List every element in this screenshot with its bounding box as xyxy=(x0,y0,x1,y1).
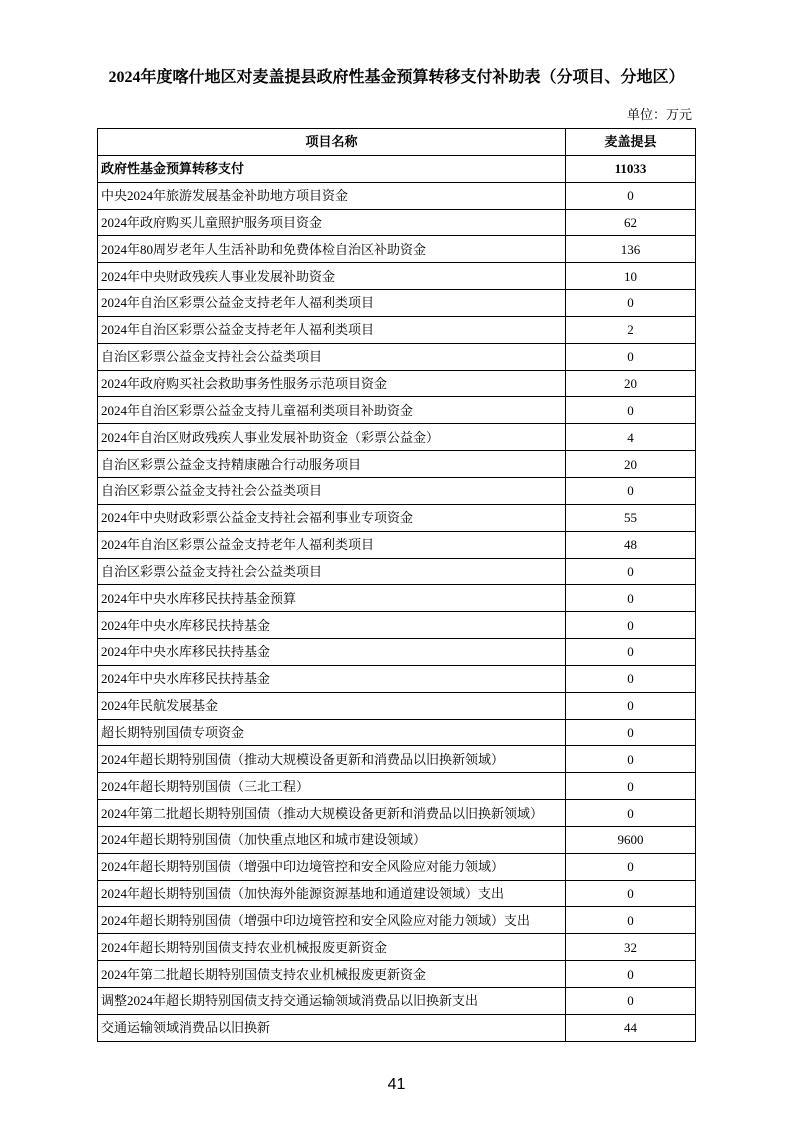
table-row xyxy=(98,692,696,719)
table-row xyxy=(98,585,696,612)
table-row xyxy=(98,451,696,478)
table-row xyxy=(98,907,696,934)
row-amount: 0 xyxy=(566,907,696,934)
total-row-value: 11033 xyxy=(566,155,696,182)
row-item-name: 2024年超长期特别国债（加快重点地区和城市建设领域） xyxy=(98,826,566,853)
row-amount: 0 xyxy=(566,477,696,504)
table-row xyxy=(98,934,696,961)
row-item-name: 2024年自治区彩票公益金支持老年人福利类项目 xyxy=(98,290,566,317)
row-amount: 0 xyxy=(566,665,696,692)
row-item-name: 2024年自治区彩票公益金支持老年人福利类项目 xyxy=(98,316,566,343)
table-row xyxy=(98,665,696,692)
row-amount: 0 xyxy=(566,988,696,1015)
row-amount: 2 xyxy=(566,316,696,343)
table-row xyxy=(98,961,696,988)
row-amount: 62 xyxy=(566,209,696,236)
budget-table xyxy=(97,128,696,1042)
row-item-name: 2024年80周岁老年人生活补助和免费体检自治区补助资金 xyxy=(98,236,566,263)
row-item-name: 2024年自治区彩票公益金支持老年人福利类项目 xyxy=(98,531,566,558)
table-row xyxy=(98,800,696,827)
table-row xyxy=(98,826,696,853)
row-item-name: 2024年超长期特别国债（三北工程） xyxy=(98,773,566,800)
table-row xyxy=(98,477,696,504)
row-item-name: 2024年第二批超长期特别国债支持农业机械报废更新资金 xyxy=(98,961,566,988)
table-body xyxy=(98,155,696,1041)
table-row xyxy=(98,988,696,1015)
row-item-name: 交通运输领域消费品以旧换新 xyxy=(98,1014,566,1041)
row-item-name: 2024年政府购买儿童照护服务项目资金 xyxy=(98,209,566,236)
table-row xyxy=(98,746,696,773)
row-amount: 0 xyxy=(566,719,696,746)
table-row xyxy=(98,236,696,263)
table-row xyxy=(98,370,696,397)
row-amount: 0 xyxy=(566,558,696,585)
page-number: 41 xyxy=(387,1076,406,1093)
header-county: 麦盖提县 xyxy=(566,129,696,156)
row-amount: 20 xyxy=(566,451,696,478)
table-row xyxy=(98,853,696,880)
row-item-name: 2024年中央水库移民扶持基金 xyxy=(98,612,566,639)
header-item-name: 项目名称 xyxy=(98,129,566,156)
unit-label: 单位：万元 xyxy=(626,107,692,122)
row-item-name: 中央2024年旅游发展基金补助地方项目资金 xyxy=(98,182,566,209)
row-amount: 55 xyxy=(566,504,696,531)
table-row xyxy=(98,880,696,907)
table-row xyxy=(98,209,696,236)
table-row xyxy=(98,504,696,531)
table-row xyxy=(98,343,696,370)
row-amount: 0 xyxy=(566,343,696,370)
row-item-name: 2024年超长期特别国债（推动大规模设备更新和消费品以旧换新领域） xyxy=(98,746,566,773)
table-row xyxy=(98,1014,696,1041)
row-amount: 0 xyxy=(566,746,696,773)
row-amount: 0 xyxy=(566,397,696,424)
table-row xyxy=(98,316,696,343)
table-row xyxy=(98,290,696,317)
total-row xyxy=(98,155,696,182)
row-amount: 0 xyxy=(566,612,696,639)
row-item-name: 调整2024年超长期特别国债支持交通运输领域消费品以旧换新支出 xyxy=(98,988,566,1015)
total-row-name: 政府性基金预算转移支付 xyxy=(98,155,566,182)
row-amount: 0 xyxy=(566,853,696,880)
row-amount: 136 xyxy=(566,236,696,263)
row-amount: 44 xyxy=(566,1014,696,1041)
row-item-name: 2024年中央水库移民扶持基金 xyxy=(98,639,566,666)
row-amount: 0 xyxy=(566,290,696,317)
table-header-row xyxy=(98,129,696,156)
row-item-name: 自治区彩票公益金支持精康融合行动服务项目 xyxy=(98,451,566,478)
row-amount: 0 xyxy=(566,773,696,800)
table-row xyxy=(98,639,696,666)
row-item-name: 2024年超长期特别国债（增强中印边境管控和安全风险应对能力领域）支出 xyxy=(98,907,566,934)
row-amount: 0 xyxy=(566,880,696,907)
row-amount: 4 xyxy=(566,424,696,451)
row-amount: 10 xyxy=(566,263,696,290)
row-amount: 0 xyxy=(566,961,696,988)
row-amount: 9600 xyxy=(566,826,696,853)
row-item-name: 2024年中央财政残疾人事业发展补助资金 xyxy=(98,263,566,290)
row-amount: 48 xyxy=(566,531,696,558)
row-item-name: 自治区彩票公益金支持社会公益类项目 xyxy=(98,558,566,585)
row-amount: 32 xyxy=(566,934,696,961)
row-item-name: 超长期特别国债专项资金 xyxy=(98,719,566,746)
row-amount: 0 xyxy=(566,585,696,612)
table-row xyxy=(98,263,696,290)
row-item-name: 2024年超长期特别国债支持农业机械报废更新资金 xyxy=(98,934,566,961)
row-item-name: 自治区彩票公益金支持社会公益类项目 xyxy=(98,343,566,370)
row-item-name: 2024年自治区彩票公益金支持儿童福利类项目补助资金 xyxy=(98,397,566,424)
table-row xyxy=(98,558,696,585)
row-item-name: 自治区彩票公益金支持社会公益类项目 xyxy=(98,477,566,504)
table-row xyxy=(98,773,696,800)
row-item-name: 2024年中央财政彩票公益金支持社会福利事业专项资金 xyxy=(98,504,566,531)
row-item-name: 2024年自治区财政残疾人事业发展补助资金（彩票公益金） xyxy=(98,424,566,451)
row-amount: 0 xyxy=(566,639,696,666)
row-item-name: 2024年中央水库移民扶持基金预算 xyxy=(98,585,566,612)
row-item-name: 2024年第二批超长期特别国债（推动大规模设备更新和消费品以旧换新领域） xyxy=(98,800,566,827)
table-row xyxy=(98,531,696,558)
row-amount: 0 xyxy=(566,800,696,827)
table-row xyxy=(98,182,696,209)
row-item-name: 2024年超长期特别国债（增强中印边境管控和安全风险应对能力领域） xyxy=(98,853,566,880)
table-row xyxy=(98,397,696,424)
row-item-name: 2024年中央水库移民扶持基金 xyxy=(98,665,566,692)
row-amount: 0 xyxy=(566,692,696,719)
table-row xyxy=(98,719,696,746)
row-amount: 0 xyxy=(566,182,696,209)
table-row xyxy=(98,424,696,451)
row-item-name: 2024年政府购买社会救助事务性服务示范项目资金 xyxy=(98,370,566,397)
table-header xyxy=(98,129,696,156)
row-item-name: 2024年超长期特别国债（加快海外能源资源基地和通道建设领域）支出 xyxy=(98,880,566,907)
page-title: 2024年度喀什地区对麦盖提县政府性基金预算转移支付补助表（分项目、分地区） xyxy=(108,69,685,86)
table-row xyxy=(98,612,696,639)
row-item-name: 2024年民航发展基金 xyxy=(98,692,566,719)
row-amount: 20 xyxy=(566,370,696,397)
